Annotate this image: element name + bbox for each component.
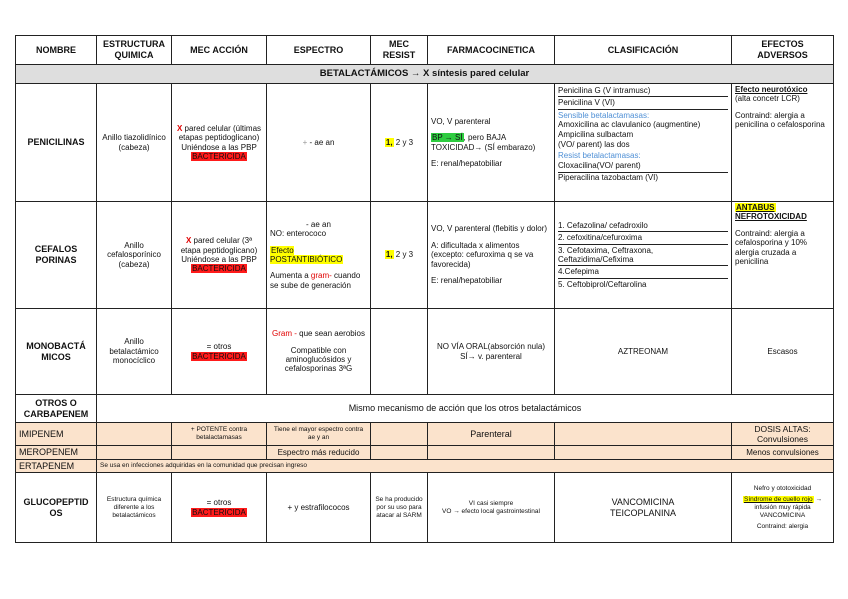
meropenem-espectro: Espectro más reducido [267, 446, 371, 460]
banner-row [16, 65, 834, 84]
meropenem-name: MEROPENEM [16, 446, 97, 460]
row-cefalosporinas [16, 202, 834, 309]
glucopeptidos-espectro: + y estrafilococos [267, 473, 371, 543]
row-penicilinas [16, 84, 834, 202]
cefalosporinas-espectro: - ae an NO: enterococo Efecto POSTANTIBIÓTICO Aumenta a gram- cuando se sube de generación [267, 202, 371, 309]
antibiotics-table [15, 35, 834, 543]
row-meropenem [16, 446, 834, 460]
bactericida-badge: BACTERICIDA [192, 264, 246, 274]
glucopeptidos-clasificacion: VANCOMICINA TEICOPLANINA [555, 473, 732, 543]
imipenem-resist [371, 423, 428, 446]
penicilinas-mecanismo: X pared celular (últimas etapas peptidoglicano) Uniéndose a las PBP BACTERICIDA [172, 84, 267, 202]
row-carbapenem [16, 395, 834, 423]
glucopeptidos-name: GLUCOPEPTID OS [16, 473, 97, 543]
glucopeptidos-efectos: Nefro y ototoxicidad Síndrome de cuello rojo → infusión muy rápida VANCOMICINA Contraind: alergia [732, 473, 834, 543]
carbapenem-name: OTROS O CARBAPENEM [16, 395, 97, 423]
imipenem-clasificacion [555, 423, 732, 446]
bactericida-badge: BACTERICIDA [192, 351, 246, 361]
meropenem-efectos: Menos convulsiones [732, 446, 834, 460]
header-efectos: EFECTOS ADVERSOS [732, 36, 834, 65]
header-espectro: ESPECTRO [267, 36, 371, 65]
imipenem-name: IMIPENEM [16, 423, 97, 446]
header-nombre: NOMBRE [16, 36, 97, 65]
penicilinas-estructura: Anillo tiazolidínico (cabeza) [97, 84, 172, 202]
row-imipenem [16, 423, 834, 446]
penicilinas-efectos: Efecto neurotóxico (alta concetr LCR) Contraind: alergia a penicilina o cefalosporina [732, 84, 834, 202]
glucopeptidos-estructura: Estructura química diferente a los betalactámicos [97, 473, 172, 543]
cefalosporinas-efectos: ANTABUS NEFROTOXICIDAD Contraind: alergia a cefalosporina y 10% alergia cruzada a penicilina [732, 202, 834, 309]
cefalosporinas-mecanismo: X pared celular (3ª etapa peptidoglicano) Uniéndose a las PBP BACTERICIDA [172, 202, 267, 309]
header-farmaco: FARMACOCINETICA [428, 36, 555, 65]
glucopeptidos-resist: Se ha producido por su uso para atacar al SARM [371, 473, 428, 543]
ertapenem-name: ERTAPENEM [16, 459, 97, 473]
bactericida-badge: BACTERICIDA [192, 507, 246, 517]
ertapenem-text: Se usa en infecciones adquiridas en la comunidad que precisan ingreso [97, 459, 834, 473]
x-mark: X [176, 123, 183, 133]
penicilinas-farmaco: VO, V parenteral BP → SÍ, pero BAJA TOXICIDAD→ (SÍ embarazo) E: renal/hepatobiliar [428, 84, 555, 202]
monobactamicos-espectro: Gram - que sean aerobios Compatible con aminoglucósidos y cefalosporinas 3ªG [267, 309, 371, 395]
penicilinas-name: PENICILINAS [16, 84, 97, 202]
imipenem-estructura [97, 423, 172, 446]
cefalosporinas-name: CEFALOS PORINAS [16, 202, 97, 309]
imipenem-espectro: Tiene el mayor espectro contra ae y an [267, 423, 371, 446]
glucopeptidos-farmaco: VI casi siempre VO → efecto local gastrointestinal [428, 473, 555, 543]
betalactamicos-banner: BETALACTÁMICOS → X síntesis pared celular [16, 65, 834, 84]
imipenem-mecanismo: + POTENTE contra betalactamasas [172, 423, 267, 446]
cefalosporinas-resist: 1, 2 y 3 [371, 202, 428, 309]
cefalosporinas-farmaco: VO, V parenteral (flebitis y dolor) A: dificultada x alimentos (excepto: cefuroxima q se va favorecida) E: renal/hepatobiliar [428, 202, 555, 309]
row-glucopeptidos [16, 473, 834, 543]
header-resist: MEC RESIST [371, 36, 428, 65]
monobactamicos-farmaco: NO VÍA ORAL(absorción nula) SÍ→ v. parenteral [428, 309, 555, 395]
glucopeptidos-mecanismo: = otros BACTERICIDA [172, 473, 267, 543]
imipenem-farmaco: Parenteral [428, 423, 555, 446]
monobactamicos-mecanismo: = otros BACTERICIDA [172, 309, 267, 395]
penicilinas-resist: 1, 2 y 3 [371, 84, 428, 202]
penicilinas-espectro: + - ae an [267, 84, 371, 202]
monobactamicos-estructura: Anillo betalactámico monocíclico [97, 309, 172, 395]
imipenem-efectos: DOSIS ALTAS: Convulsiones [732, 423, 834, 446]
monobactamicos-name: MONOBACTÁ MICOS [16, 309, 97, 395]
cefalosporinas-estructura: Anillo cefalosporínico (cabeza) [97, 202, 172, 309]
row-ertapenem [16, 459, 834, 473]
header-clasif: CLASIFICACIÓN [555, 36, 732, 65]
cefalosporinas-clasificacion: 1. Cefazolina/ cefadroxilo 2. cefoxitina/cefuroxima 3. Cefotaxima, Ceftraxona, Ceftazidima/Cefixima 4.Cefepima 5. Ceftobiprol/Ceftarolina [555, 202, 732, 309]
header-row [16, 36, 834, 65]
monobactamicos-clasificacion: AZTREONAM [555, 309, 732, 395]
bactericida-badge: BACTERICIDA [192, 151, 246, 161]
carbapenem-text: Mismo mecanismo de acción que los otros betalactámicos [97, 395, 834, 423]
header-estructura: ESTRUCTURA QUIMICA [97, 36, 172, 65]
row-monobactamicos [16, 309, 834, 395]
penicilinas-clasificacion: Penicilina G (V intramusc) Penicilina V (VI) Sensible betalactamasas: Amoxicilina ac clavulanico (augmentine) Ampicilina sulbactam (VO/ parent) las dos Resist betalactamasas: Cloxacilina(VO/ parent) Piperacilina tazobactam (VI) [555, 84, 732, 202]
header-mecanismo: MEC ACCIÓN [172, 36, 267, 65]
monobactamicos-efectos: Escasos [732, 309, 834, 395]
monobactamicos-resist [371, 309, 428, 395]
